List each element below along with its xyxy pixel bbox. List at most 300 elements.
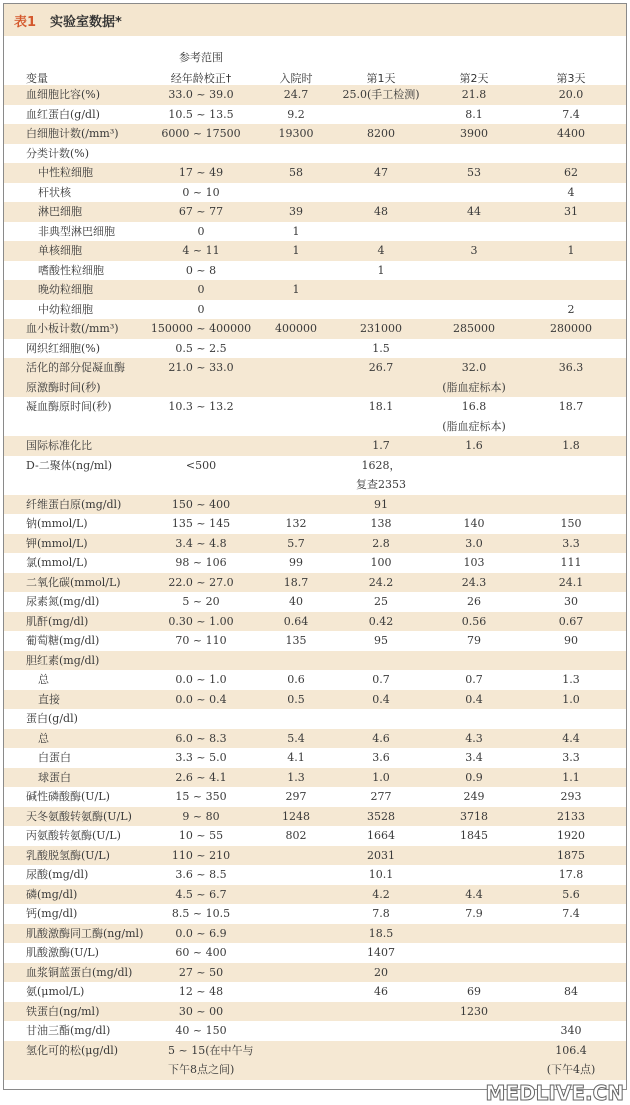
reference-range-cell: 110 ~ 210 (171, 848, 231, 862)
day1-cell: 138 (370, 517, 392, 530)
day1-cell: 10.1 (368, 868, 394, 881)
table-row-line (4, 183, 626, 203)
table-row-line (4, 397, 626, 417)
header-day2: 第2天 (459, 72, 489, 85)
reference-range-cell: 98 ~ 106 (175, 556, 227, 569)
table-row-line (4, 280, 626, 300)
table-row (4, 241, 626, 261)
variable-cell: 葡萄糖(mg/dl) (26, 634, 100, 647)
reference-range-cell: 0 ~ 10 (182, 185, 220, 199)
reference-range-cell: 30 ~ 00 (178, 1004, 224, 1018)
table-row (4, 222, 626, 242)
day3-cell: 340 (560, 1024, 582, 1037)
table-row (4, 261, 626, 281)
table-row-line (4, 943, 626, 963)
admission-cell: 400000 (275, 322, 317, 335)
variable-cell: D-二聚体(ng/ml) (26, 458, 113, 472)
day1-cell: 1664 (367, 829, 395, 842)
table-row (4, 1021, 626, 1041)
table-row (4, 826, 626, 846)
table-row-line (4, 1002, 626, 1022)
day1-cell: 0.42 (368, 614, 394, 628)
table-row (4, 748, 626, 768)
reference-range-cell: 4 ~ 11 (182, 244, 220, 257)
variable-cell: 氢化可的松(μg/dl) (26, 1043, 119, 1057)
reference-range-cell: 10.3 ~ 13.2 (168, 400, 234, 413)
table-frame (3, 3, 627, 1090)
table-row-line (4, 904, 626, 924)
variable-cell: 总 (38, 673, 49, 686)
table-row (4, 436, 626, 456)
day1-cell: 2031 (367, 848, 395, 862)
admission-cell: 1.3 (287, 770, 305, 784)
header-reference-range-line2: 经年龄校正† (170, 72, 232, 85)
table-row-line (4, 729, 626, 749)
day2-cell: 3.0 (465, 536, 483, 550)
day1-cell: 1407 (367, 946, 395, 959)
table-row (4, 631, 626, 651)
day2-cell: 53 (467, 166, 481, 179)
day1-cell: 1.7 (372, 439, 390, 452)
table-row (4, 339, 626, 359)
table-row (4, 280, 626, 300)
day3-cell: 1875 (557, 848, 585, 862)
variable-cell: 球蛋白 (38, 770, 71, 784)
day1-cell: 2.8 (372, 536, 390, 550)
admission-cell: 297 (285, 790, 307, 803)
table-row-line (4, 202, 626, 222)
day2-cell: 0.4 (465, 692, 483, 706)
table-row-line (4, 748, 626, 768)
day3-cell: 1 (567, 244, 575, 257)
day3-cell: 17.8 (558, 868, 584, 881)
table-row-line (4, 534, 626, 554)
variable-cell: 非典型淋巴细胞 (38, 224, 115, 238)
day3-cell: 5.6 (562, 887, 580, 901)
reference-range-cell: <500 (185, 458, 217, 472)
table-row-line (4, 163, 626, 183)
reference-range-cell: 60 ~ 400 (175, 946, 227, 959)
day1-cell: 1.5 (372, 341, 390, 355)
table-row-line (4, 417, 626, 437)
table-row (4, 300, 626, 320)
reference-range-cell: 0 (197, 283, 205, 296)
variable-cell: 单核细胞 (38, 244, 82, 257)
day3-cell: 24.1 (558, 575, 584, 589)
reference-range-cell: 150000 ~ 400000 (150, 322, 252, 335)
table-row (4, 807, 626, 827)
table-row (4, 943, 626, 963)
reference-range-cell: 40 ~ 150 (175, 1024, 227, 1037)
table-row (4, 514, 626, 534)
admission-cell: 4.1 (287, 751, 305, 764)
table-row-line (4, 358, 626, 378)
table-row-line (4, 690, 626, 710)
variable-cell: 原激酶时间(秒) (26, 380, 101, 394)
table-row-line (4, 339, 626, 359)
variable-cell: 国际标准化比 (26, 439, 92, 452)
table-row (4, 729, 626, 749)
reference-range-cell: 5 ~ 15(在中午与 (168, 1043, 254, 1057)
day2-cell: 3.4 (465, 751, 483, 764)
day3-cell: 293 (560, 790, 582, 803)
header-day1: 第1天 (366, 72, 396, 85)
reference-range-cell: 27 ~ 50 (178, 965, 224, 979)
table-row-line (4, 105, 626, 125)
variable-cell: 血小板计数(/mm³) (26, 322, 119, 335)
reference-range-cell: 0.0 ~ 0.4 (175, 692, 227, 706)
table-row (4, 690, 626, 710)
variable-cell: 钠(mmol/L) (26, 517, 88, 530)
day1-cell: 20 (374, 965, 388, 979)
reference-range-cell: 8.5 ~ 10.5 (171, 907, 231, 920)
day1-cell: 1628， (361, 458, 401, 472)
table-row (4, 865, 626, 885)
day2-cell: 79 (467, 634, 481, 647)
variable-cell: 天冬氨酸转氨酶(U/L) (26, 809, 132, 823)
table-row-line (4, 495, 626, 515)
day1-cell: 25.0(手工检测) (342, 88, 420, 101)
reference-range-cell: 3.4 ~ 4.8 (175, 536, 227, 550)
day1-cell: 25 (374, 595, 388, 608)
day2-cell: 103 (463, 556, 485, 569)
day3-cell: 3.3 (562, 751, 580, 764)
table-body (4, 85, 626, 1080)
day3-cell: 1.3 (562, 673, 580, 686)
reference-range-cell: 17 ~ 49 (178, 166, 224, 179)
day1-cell: 8200 (367, 127, 395, 140)
admission-cell: 132 (285, 517, 307, 530)
variable-cell: 中性粒细胞 (38, 166, 93, 179)
table-row-line (4, 475, 626, 495)
header-day3: 第3天 (556, 72, 586, 85)
header-variable: 变量 (26, 72, 48, 85)
table-row-line (4, 612, 626, 632)
day2-cell: (脂血症标本) (442, 380, 506, 394)
reference-range-cell: 10.5 ~ 13.5 (168, 107, 234, 121)
reference-range-cell: 33.0 ~ 39.0 (168, 88, 234, 101)
reference-range-cell: 3.6 ~ 8.5 (175, 868, 227, 881)
reference-range-cell: 4.5 ~ 6.7 (175, 887, 227, 901)
day1-cell: 46 (374, 985, 388, 998)
variable-cell: 白细胞计数(/mm³) (26, 127, 119, 140)
table-row (4, 456, 626, 495)
table-row (4, 670, 626, 690)
day2-cell: 44 (467, 205, 481, 218)
reference-range-cell: 70 ~ 110 (175, 634, 227, 647)
table-row (4, 397, 626, 436)
variable-cell: 甘油三酯(mg/dl) (26, 1024, 111, 1037)
table-row-line (4, 1021, 626, 1041)
variable-cell: 血细胞比容(%) (26, 88, 101, 101)
table-row (4, 1002, 626, 1022)
day3-cell: 1.1 (562, 770, 580, 784)
admission-cell: 9.2 (287, 107, 305, 121)
reference-range-cell: 5 ~ 20 (182, 595, 220, 608)
header-reference-range-line1: 参考范围 (179, 51, 223, 64)
variable-cell: 淋巴细胞 (38, 205, 82, 218)
table-row (4, 963, 626, 983)
variable-cell: 肌酸激酶(U/L) (26, 946, 99, 959)
table-row (4, 592, 626, 612)
reference-range-cell: 0 ~ 8 (185, 263, 217, 277)
day2-cell: 140 (463, 517, 485, 530)
day1-cell: 91 (374, 497, 388, 511)
table-row-line (4, 1060, 626, 1080)
variable-cell: 氨(μmol/L) (26, 985, 85, 998)
variable-cell: 乳酸脱氢酶(U/L) (26, 848, 110, 862)
table-title-bar (4, 4, 626, 36)
variable-cell: 胆红素(mg/dl) (26, 653, 100, 667)
table-row-line (4, 631, 626, 651)
table-row-line (4, 592, 626, 612)
day1-cell: 18.5 (368, 926, 394, 940)
day3-cell: 1920 (557, 829, 585, 842)
admission-cell: 40 (289, 595, 303, 608)
day1-cell: 4.2 (372, 887, 390, 901)
reference-range-cell: 6.0 ~ 8.3 (175, 731, 227, 745)
table-title: 实验室数据* (50, 15, 122, 30)
admission-cell: 0.64 (283, 614, 309, 628)
day2-cell: 285000 (453, 322, 495, 335)
reference-range-cell: 0 (197, 302, 205, 316)
variable-cell: 血红蛋白(g/dl) (26, 107, 100, 121)
table-row-line (4, 670, 626, 690)
table-row (4, 982, 626, 1002)
header-admission: 入院时 (279, 72, 313, 85)
table-row (4, 534, 626, 554)
day3-cell: 4400 (557, 127, 585, 140)
day3-cell: 18.7 (558, 400, 584, 413)
day3-cell: 4 (567, 185, 575, 199)
variable-cell: 凝血酶原时间(秒) (26, 400, 112, 413)
table-row-line (4, 144, 626, 164)
day3-cell: (下午4点) (546, 1063, 596, 1076)
reference-range-cell: 22.0 ~ 27.0 (168, 575, 234, 589)
table-number: 表1 (14, 15, 37, 30)
table-row (4, 495, 626, 515)
table-row-line (4, 85, 626, 105)
day3-cell: 36.3 (558, 361, 584, 374)
day2-cell: 69 (467, 985, 481, 998)
day3-cell: 2133 (557, 809, 585, 823)
day1-cell: 0.4 (372, 692, 390, 706)
table-row-line (4, 378, 626, 398)
table-row-line (4, 651, 626, 671)
day3-cell: 4.4 (562, 731, 580, 745)
day2-cell: 0.56 (461, 614, 487, 628)
reference-range-cell: 9 ~ 80 (182, 809, 220, 823)
admission-cell: 1248 (282, 809, 310, 823)
variable-cell: 直接 (38, 692, 60, 706)
variable-cell: 中幼粒细胞 (38, 302, 93, 316)
day2-cell: 32.0 (461, 361, 487, 374)
variable-cell: 肌酸激酶同工酶(ng/ml) (26, 926, 144, 940)
variable-cell: 晚幼粒细胞 (38, 283, 93, 296)
reference-range-cell: 3.3 ~ 5.0 (175, 751, 227, 764)
table-row (4, 124, 626, 144)
day2-cell: 3900 (460, 127, 488, 140)
reference-range-cell: 0.0 ~ 1.0 (175, 673, 227, 686)
reference-range-cell: 0.30 ~ 1.00 (168, 614, 234, 628)
variable-cell: 嗜酸性粒细胞 (38, 263, 104, 277)
table-row-line (4, 300, 626, 320)
table-row (4, 651, 626, 671)
day2-cell: 3 (470, 244, 478, 257)
table-row-line (4, 826, 626, 846)
day1-cell: 1 (377, 263, 385, 277)
table-row-line (4, 222, 626, 242)
table-row (4, 573, 626, 593)
day1-cell: 3528 (367, 809, 395, 823)
admission-cell: 5.7 (287, 536, 305, 550)
day3-cell: 2 (567, 302, 575, 316)
day1-cell: 26.7 (368, 361, 394, 374)
variable-cell: 二氧化碳(mmol/L) (26, 575, 121, 589)
day2-cell: 0.9 (465, 770, 483, 784)
reference-range-cell: 21.0 ~ 33.0 (168, 361, 234, 374)
day1-cell: 1.0 (372, 770, 390, 784)
day3-cell: 150 (560, 517, 582, 530)
day2-cell: 26 (467, 595, 481, 608)
day3-cell: 1.0 (562, 692, 580, 706)
day1-cell: 4 (377, 244, 385, 257)
reference-range-cell: 2.6 ~ 4.1 (175, 770, 227, 784)
day2-cell: 8.1 (465, 107, 483, 121)
day2-cell: 7.9 (465, 907, 483, 920)
day3-cell: 111 (560, 556, 582, 569)
admission-cell: 1 (292, 283, 300, 296)
table-row-line (4, 261, 626, 281)
variable-cell: 活化的部分促凝血酶 (26, 361, 125, 374)
variable-cell: 肌酐(mg/dl) (26, 614, 89, 628)
variable-cell: 钾(mmol/L) (26, 536, 88, 550)
day2-cell: (脂血症标本) (442, 419, 506, 433)
table-row-line (4, 865, 626, 885)
table-row (4, 904, 626, 924)
day3-cell: 20.0 (558, 88, 584, 101)
day1-cell: 3.6 (372, 751, 390, 764)
variable-cell: 磷(mg/dl) (26, 887, 78, 901)
reference-range-cell: 67 ~ 77 (178, 205, 224, 218)
day1-cell: 47 (374, 166, 388, 179)
table-row (4, 924, 626, 944)
admission-cell: 39 (289, 205, 303, 218)
table-row-line (4, 1041, 626, 1061)
day3-cell: 30 (564, 595, 578, 608)
table-row (4, 787, 626, 807)
day2-cell: 21.8 (461, 88, 487, 101)
day1-cell: 0.7 (372, 673, 390, 686)
variable-cell: 分类计数(%) (26, 146, 90, 160)
table-row-line (4, 768, 626, 788)
table-row-line (4, 436, 626, 456)
admission-cell: 19300 (278, 127, 314, 140)
reference-range-cell: 135 ~ 145 (171, 517, 231, 530)
reference-range-cell: 10 ~ 55 (178, 829, 224, 842)
table-row-line (4, 982, 626, 1002)
reference-range-cell: 12 ~ 48 (178, 985, 224, 998)
day2-cell: 16.8 (461, 400, 487, 413)
day2-cell: 3718 (460, 809, 488, 823)
day2-cell: 4.4 (465, 887, 483, 901)
day3-cell: 106.4 (555, 1043, 587, 1057)
day1-cell: 231000 (360, 322, 402, 335)
table-row (4, 183, 626, 203)
table-row-line (4, 124, 626, 144)
table-row (4, 163, 626, 183)
variable-cell: 总 (38, 731, 49, 745)
table-row (4, 612, 626, 632)
day3-cell: 3.3 (562, 536, 580, 550)
reference-range-cell: 6000 ~ 17500 (161, 127, 241, 140)
variable-cell: 氯(mmol/L) (26, 556, 88, 569)
day1-cell: 复查2353 (356, 478, 406, 491)
day1-cell: 100 (370, 556, 392, 569)
day3-cell: 84 (564, 985, 578, 998)
variable-cell: 纤维蛋白原(mg/dl) (26, 497, 122, 511)
table-row (4, 553, 626, 573)
table-row (4, 709, 626, 729)
admission-cell: 135 (285, 634, 307, 647)
variable-cell: 蛋白(g/dl) (26, 712, 78, 725)
day3-cell: 90 (564, 634, 578, 647)
reference-range-cell: 150 ~ 400 (171, 497, 231, 511)
reference-range-cell: 15 ~ 350 (175, 790, 227, 803)
day1-cell: 4.6 (372, 731, 390, 745)
table-row (4, 885, 626, 905)
admission-cell: 24.7 (283, 88, 309, 101)
admission-cell: 99 (289, 556, 303, 569)
table-row-line (4, 241, 626, 261)
admission-cell: 802 (285, 829, 307, 842)
day1-cell: 24.2 (368, 575, 394, 589)
variable-cell: 杆状核 (38, 185, 71, 199)
table-row-line (4, 553, 626, 573)
day2-cell: 1.6 (465, 439, 483, 452)
table-row (4, 105, 626, 125)
day3-cell: 280000 (550, 322, 592, 335)
day1-cell: 95 (374, 634, 388, 647)
table-row-line (4, 846, 626, 866)
table-row (4, 144, 626, 164)
admission-cell: 5.4 (287, 731, 305, 745)
admission-cell: 58 (289, 166, 303, 179)
variable-cell: 碱性磷酸酶(U/L) (26, 790, 110, 803)
variable-cell: 丙氨酸转氨酶(U/L) (26, 829, 121, 842)
variable-cell: 尿素氮(mg/dl) (26, 595, 100, 608)
reference-range-cell: 0 (197, 224, 205, 238)
day3-cell: 62 (564, 166, 578, 179)
day2-cell: 1230 (460, 1004, 488, 1018)
table-row (4, 85, 626, 105)
table-row (4, 358, 626, 397)
variable-cell: 钙(mg/dl) (26, 907, 78, 920)
variable-cell: 血浆铜蓝蛋白(mg/dl) (26, 965, 133, 979)
table-row-line (4, 456, 626, 476)
table-row-line (4, 787, 626, 807)
table-row (4, 202, 626, 222)
admission-cell: 18.7 (283, 575, 309, 589)
day1-cell: 7.8 (372, 907, 390, 920)
admission-cell: 0.6 (287, 673, 305, 686)
day2-cell: 24.3 (461, 575, 487, 589)
reference-range-cell: 下午8点之间) (168, 1063, 235, 1076)
table-row-line (4, 807, 626, 827)
reference-range-cell: 0.5 ~ 2.5 (175, 341, 227, 355)
day1-cell: 48 (374, 205, 388, 218)
table-row-line (4, 514, 626, 534)
